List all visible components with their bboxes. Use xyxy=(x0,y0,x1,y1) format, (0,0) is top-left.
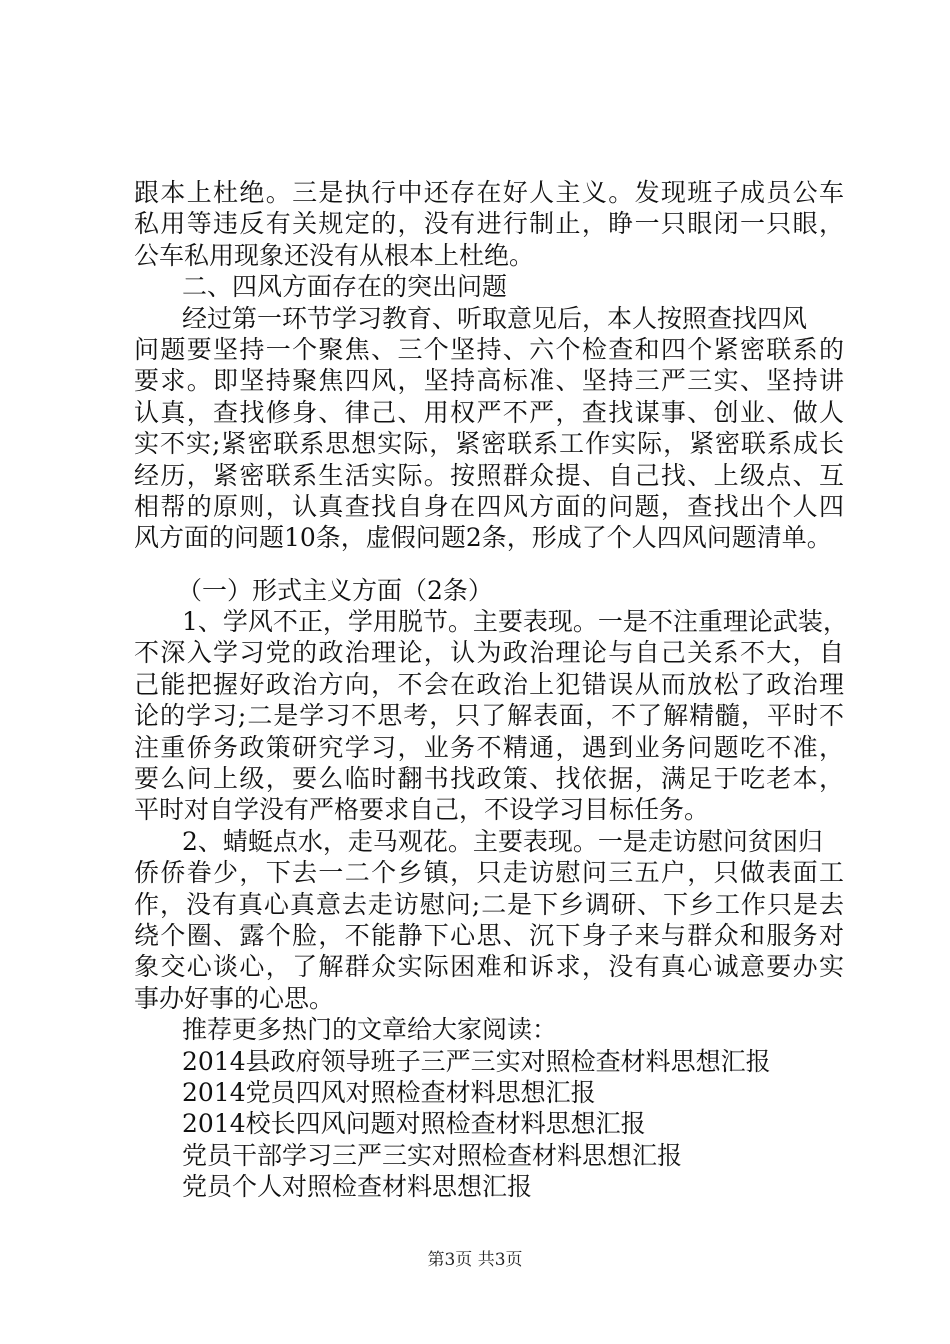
body-line: 经过第一环节学习教育、听取意见后，本人按照查找四风 xyxy=(182,303,808,333)
body-line: 风方面的问题10条，虚假问题2条，形成了个人四风问题清单。 xyxy=(134,523,832,553)
body-line: 作，没有真心真意去走访慰问;二是下乡调研、下乡工作只是去 xyxy=(134,889,844,919)
body-line: 跟本上杜绝。三是执行中还存在好人主义。发现班子成员公车 xyxy=(134,178,844,207)
recommend-link[interactable]: 2014县政府领导班子三严三实对照检查材料思想汇报 xyxy=(182,1046,771,1076)
section-heading: 二、四风方面存在的突出问题 xyxy=(182,272,508,302)
body-line: 相帮的原则，认真查找自身在四风方面的问题，查找出个人四 xyxy=(134,491,844,521)
body-line: 要么问上级，要么临时翻书找政策、找依据，满足于吃老本， xyxy=(134,764,844,794)
body-line: 不深入学习党的政治理论，认为政治理论与自己关系不大，自 xyxy=(134,638,844,668)
body-line: 象交心谈心，了解群众实际困难和诉求，没有真心诚意要办实 xyxy=(134,952,844,982)
body-line: 2、蜻蜓点水，走马观花。主要表现。一是走访慰问贫困归 xyxy=(182,826,823,856)
body-line: 注重侨务政策研究学习，业务不精通，遇到业务问题吃不准， xyxy=(134,732,844,762)
body-line: 认真，查找修身、律己、用权严不严，查找谋事、创业、做人 xyxy=(134,397,844,427)
recommend-link[interactable]: 党员个人对照检查材料思想汇报 xyxy=(182,1172,533,1202)
body-line: 事办好事的心思。 xyxy=(134,983,335,1013)
body-line: 私用等违反有关规定的，没有进行制止，睁一只眼闭一只眼， xyxy=(134,209,844,239)
subsection-heading: （一）形式主义方面（2条） xyxy=(177,575,493,605)
paragraph-gap xyxy=(134,554,844,575)
recommend-link[interactable]: 党员干部学习三严三实对照检查材料思想汇报 xyxy=(182,1140,683,1170)
recommend-link[interactable]: 2014校长四风问题对照检查材料思想汇报 xyxy=(182,1109,646,1139)
body-line: 问题要坚持一个聚焦、三个坚持、六个检查和四个紧密联系的 xyxy=(134,334,844,364)
recommend-link[interactable]: 2014党员四风对照检查材料思想汇报 xyxy=(182,1077,596,1107)
body-line: 经历，紧密联系生活实际。按照群众提、自己找、上级点、互 xyxy=(134,460,844,490)
body-line: 要求。即坚持聚焦四风，坚持高标准、坚持三严三实、坚持讲 xyxy=(134,366,844,396)
body-line: 论的学习;二是学习不思考，只了解表面，不了解精髓，平时不 xyxy=(134,701,844,731)
recommend-heading: 推荐更多热门的文章给大家阅读： xyxy=(182,1015,558,1045)
document-body xyxy=(134,177,848,1203)
page-footer: 第3页 共3页 xyxy=(427,1250,523,1270)
body-line: 侨侨眷少，下去一二个乡镇，只走访慰问三五户，只做表面工 xyxy=(134,858,844,888)
body-line: 平时对自学没有严格要求自己，不设学习目标任务。 xyxy=(134,795,710,825)
body-line: 1、学风不正，学用脱节。主要表现。一是不注重理论武装， xyxy=(182,607,848,637)
body-line: 己能把握好政治方向，不会在政治上犯错误从而放松了政治理 xyxy=(134,669,844,699)
body-line: 公车私用现象还没有从根本上杜绝。 xyxy=(134,240,535,270)
body-line: 实不实;紧密联系思想实际，紧密联系工作实际，紧密联系成长 xyxy=(134,429,844,459)
body-line: 绕个圈、露个脸，不能静下心思、沉下身子来与群众和服务对 xyxy=(134,920,844,950)
